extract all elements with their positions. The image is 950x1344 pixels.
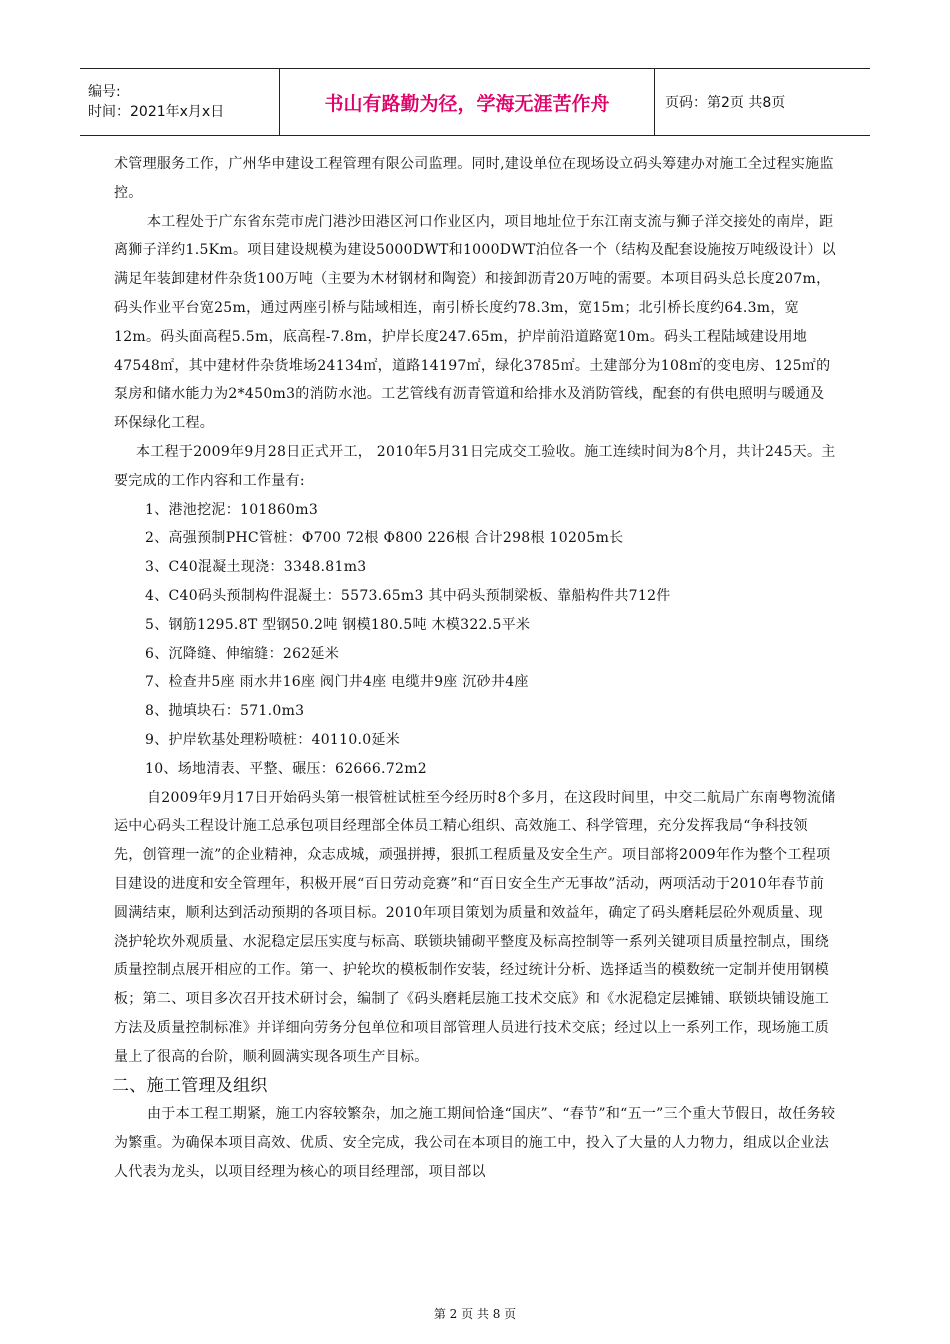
- code-label: 编号:: [88, 84, 121, 100]
- header-page-cell: [655, 69, 870, 135]
- motto-text: 书山有路勤为径，学海无涯苦作舟: [324, 92, 610, 115]
- list-item: 3、C40混凝土现浇：3348.81m3: [145, 559, 367, 576]
- list-item: 9、护岸软基处理粉喷桩：40110.0延米: [145, 731, 401, 748]
- list-item: 6、沉降缝、伸缩缝：262延米: [145, 645, 340, 662]
- list-item: 10、场地清表、平整、碾压：62666.72m2: [145, 760, 427, 777]
- paragraph-3: 本工程于2009年9月28日正式开工， 2010年5月31日完成交工验收。施工连续时间为8个月，共计245天。主要完成的工作内容和工作量有:: [114, 443, 836, 489]
- header-meta-cell: [80, 69, 280, 135]
- list-item: 2、高强预制PHC管桩：Φ700 72根 Φ800 226根 合计298根 10205m长: [145, 530, 624, 547]
- document-body: [114, 150, 836, 1187]
- paragraph-1: 术管理服务工作，广州华申建设工程管理有限公司监理。同时,建设单位在现场设立码头筹建办对施工全过程实施监控。: [114, 156, 834, 201]
- page-header: [80, 68, 870, 136]
- page-info: 页码：第2页 共8页: [665, 95, 786, 111]
- list-item: 7、检查井5座 雨水井16座 阀门井4座 电缆井9座 沉砂井4座: [145, 674, 529, 691]
- list-item: 8、抛填块石：571.0m3: [145, 703, 305, 720]
- header-motto-cell: [280, 69, 655, 135]
- paragraph-5: 由于本工程工期紧，施工内容较繁杂，加之施工期间恰逢“国庆”、“春节”和“五一”三个重大节假日，故任务较为繁重。为确保本项目高效、优质、安全完成，我公司在本项目的施工中，投入了大量的人力物力，组成以企业法人代表为龙头，以项目经理为核心的项目经理部，项目部以: [114, 1106, 836, 1180]
- list-item: 4、C40码头预制构件混凝土：5573.65m3 其中码头预制梁板、靠船构件共712件: [145, 587, 671, 604]
- paragraph-4: 自2009年9月17日开始码头第一根管桩试桩至今经历时8个多月，在这段时间里，中交二航局广东南粤物流储运中心码头工程设计施工总承包项目经理部全体员工精心组织、高效施工、科学管理，充分发挥我局“争科技领先，创管理一流”的企业精神，众志成城，顽强拼搏，狠抓工程质量及安全生产。项目部将2009年作为整个工程项目建设的进度和安全管理年，积极开展“百日劳动竞赛”和“百日安全生产无事故”活动，两项活动于2010年春节前圆满结束，顺利达到活动预期的各项目标。2010年项目策划为质量和效益年，确定了码头磨耗层砼外观质量、现浇护轮坎外观质量、水泥稳定层压实度与标高、联锁块铺砌平整度及标高控制等一系列关键项目质量控制点，围绕质量控制点展开相应的工作。第一、护轮坎的模板制作安装，经过统计分析、选择适当的模数统一定制并使用钢模板；第二、项目多次召开技术研讨会，编制了《码头磨耗层施工技术交底》和《水泥稳定层摊铺、联锁块铺设施工方法及质量控制标准》并详细向劳务分包单位和项目部管理人员进行技术交底；经过以上一系列工作，现场施工质量上了很高的台阶，顺利圆满实现各项生产目标。: [114, 789, 836, 1065]
- paragraph-2: 本工程处于广东省东莞市虎门港沙田港区河口作业区内，项目地址位于东江南支流与狮子洋交接处的南岸，距离狮子洋约1.5Km。项目建设规模为建设5000DWT和1000DWT泊位各一个（结构及配套设施按万吨级设计）以满足年装卸建材件杂货100万吨（主要为木材钢材和陶瓷）和接卸沥青20万吨的需要。本项目码头总长度207m，码头作业平台宽25m，通过两座引桥与陆域相连，南引桥长度约78.3m，宽15m；北引桥长度约64.3m，宽12m。码头面高程5.5m，底高程-7.8m，护岸长度247.65m，护岸前沿道路宽10m。码头工程陆域建设用地47548㎡，其中建材件杂货堆场24134㎡，道路14197㎡，绿化3785㎡。土建部分为108㎡的变电房、125㎡的泵房和储水能力为2*450m3的消防水池。工艺管线有沥青管道和给排水及消防管线，配套的有供电照明与暖通及环保绿化工程。: [114, 213, 836, 432]
- list-item: 1、港池挖泥：101860m3: [145, 501, 319, 518]
- page-footer: 第 2 页 共 8 页: [433, 1307, 517, 1321]
- list-item: 5、钢筋1295.8T 型钢50.2吨 钢模180.5吨 木模322.5平米: [145, 616, 531, 633]
- time-label: 时间：2021年x月x日: [88, 104, 225, 120]
- section-heading: 二、施工管理及组织: [112, 1075, 268, 1096]
